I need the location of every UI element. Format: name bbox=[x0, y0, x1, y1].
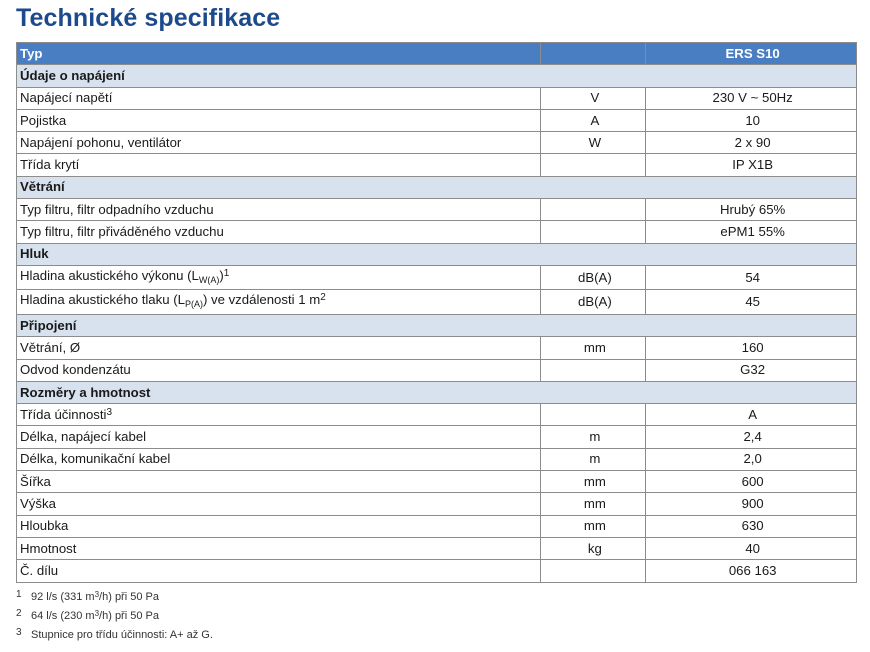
sound-power-label: Hladina akustického výkonu $(L_{W(A)})^1$ bbox=[17, 265, 541, 290]
section-ventilation: Větrání bbox=[17, 176, 857, 198]
footnotes bbox=[16, 585, 213, 642]
table-header bbox=[17, 43, 857, 65]
header-unit bbox=[541, 43, 646, 65]
table-row: Délka, komunikační kabel m 2,0 bbox=[17, 448, 857, 470]
table-row: Odvod kondenzátu G32 bbox=[17, 359, 857, 381]
table-row: Třída krytí IP X1B bbox=[17, 154, 857, 176]
section-noise: Hluk bbox=[17, 243, 857, 265]
table-row: Pojistka A 10 bbox=[17, 109, 857, 131]
table-row: Č. dílu 066 163 bbox=[17, 560, 857, 582]
table-row: Hladina akustického výkonu $(L_{W(A)})^1$ dB(A) 54 bbox=[17, 265, 857, 290]
table-row: Typ filtru, filtr odpadního vzduchu Hrubý 65% bbox=[17, 199, 857, 221]
table-row: Šířka mm 600 bbox=[17, 471, 857, 493]
section-row bbox=[17, 243, 857, 265]
footnote: 1 92 l/s (331 $m^3/h$) při 50 Pa bbox=[16, 589, 159, 603]
table-row: Hmotnost kg 40 bbox=[17, 537, 857, 559]
section-row bbox=[17, 381, 857, 403]
spec-table bbox=[16, 42, 857, 583]
header-type: Typ bbox=[17, 43, 541, 65]
section-connection: Připojení bbox=[17, 314, 857, 336]
footnote: 2 64 l/s (230 $m^3/h$) při 50 Pa bbox=[16, 608, 159, 622]
table-row: Délka, napájecí kabel m 2,4 bbox=[17, 426, 857, 448]
section-row bbox=[17, 314, 857, 336]
header-model: ERS S10 bbox=[646, 43, 857, 65]
table-row: Výška mm 900 bbox=[17, 493, 857, 515]
section-power: Údaje o napájení bbox=[17, 65, 857, 87]
section-row bbox=[17, 65, 857, 87]
section-dimensions: Rozměry a hmotnost bbox=[17, 381, 857, 403]
footnote: 3 Stupnice pro třídu účinnosti: A+ až G. bbox=[16, 627, 213, 641]
table-row: Hladina akustického tlaku $(L_{P(A)})$ ve vzdálenosti 1 $m^2$ dB(A) 45 bbox=[17, 290, 857, 315]
table-row: Napájení pohonu, ventilátor W 2 x 90 bbox=[17, 132, 857, 154]
table-row: Větrání, Ø mm 160 bbox=[17, 337, 857, 359]
table-row: Typ filtru, filtr přiváděného vzduchu ePM1 55% bbox=[17, 221, 857, 243]
table-row: Třída účinnosti$^3$ A bbox=[17, 404, 857, 426]
sound-pressure-label: Hladina akustického tlaku $(L_{P(A)})$ ve vzdálenosti 1 $m^2$ bbox=[17, 290, 541, 315]
section-row bbox=[17, 176, 857, 198]
table-row: Napájecí napětí V 230 V ~ 50Hz bbox=[17, 87, 857, 109]
page-title: Technické specifikace bbox=[16, 4, 281, 32]
efficiency-label: Třída účinnosti$^3$ bbox=[17, 404, 541, 426]
table-row: Hloubka mm 630 bbox=[17, 515, 857, 537]
